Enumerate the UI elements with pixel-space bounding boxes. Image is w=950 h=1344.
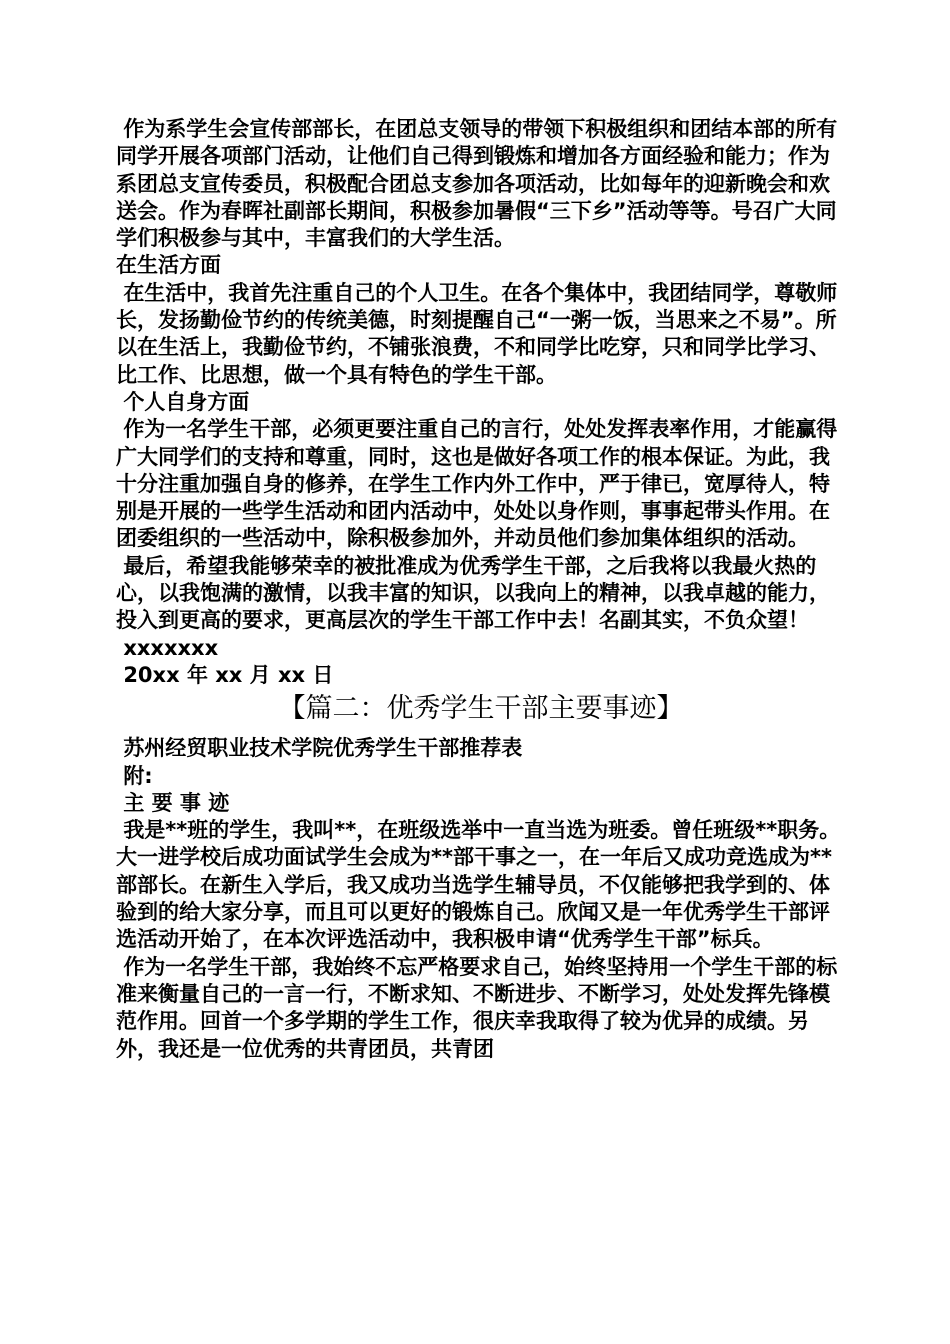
heading-self: 个人自身方面 (116, 389, 250, 414)
section-title: 【篇二：优秀学生干部主要事迹】 (278, 693, 684, 725)
paragraph-life: 在生活中，我首先注重自己的个人卫生。在各个集体中，我团结同学，尊敬师长，发扬勤俭节约的传统美德，时刻提醒自己“一粥一饭，当思来之不易”。所以在生活上，我勤俭节约，不铺张浪费，不和同学比吃穿，只和同学比学习、比工作、比思想，做一个具有特色的学生干部。 (116, 280, 838, 387)
document-page (116, 116, 846, 1063)
attachment-label: 附: (116, 763, 153, 788)
paragraph-self: 作为一名学生干部，必须更要注重自己的言行，处处发挥表率作用，才能赢得广大同学们的支持和尊重，同时，这也是做好各项工作的根本保证。为此，我十分注重加强自身的修养，在学生工作内外工作中，严于律已，宽厚待人，特别是开展的一些学生活动和团内活动中，处处以身作则，事事起带头作用。在团委组织的一些活动中，除积极参加外，并动员他们参加集体组织的活动。 (116, 417, 838, 551)
paragraph-intro: 我是**班的学生，我叫**，在班级选举中一直当选为班委。曾任班级**职务。大一进学校后成功面试学生会成为**部干事之一，在一年后又成功竞选成为**部部长。在新生入学后，我又成功当选学生辅导员，不仅能够把我学到的、体验到的给大家分享，而且可以更好的锻炼自己。欣闻又是一年优秀学生干部评选活动开始了，在本次评选活动中，我积极申请“优秀学生干部”标兵。 (116, 818, 841, 952)
paragraph-conclusion: 最后，希望我能够荣幸的被批准成为优秀学生干部，之后我将以我最火热的心，以我饱满的激情，以我丰富的知识，以我向上的精神，以我卓越的能力，投入到更高的要求，更高层次的学生干部工作中去！名副其实，不负众望！ (116, 553, 830, 633)
paragraph-standards: 作为一名学生干部，我始终不忘严格要求自己，始终坚持用一个学生干部的标准来衡量自己的一言一行，不断求知、不断进步、不断学习，处处发挥先锋模范作用。回首一个多学期的学生工作，很庆幸我取得了较为优异的成绩。另外，我还是一位优秀的共青团员，共青团 (116, 954, 838, 1061)
date-line: 20xx 年 xx 月 xx 日 (116, 662, 334, 687)
deeds-heading: 主 要 事 迹 (116, 790, 230, 815)
form-title: 苏州经贸职业技术学院优秀学生干部推荐表 (116, 736, 523, 761)
signature: xxxxxxx (116, 635, 219, 660)
heading-life: 在生活方面 (116, 253, 221, 278)
paragraph-work: 作为系学生会宣传部部长，在团总支领导的带领下积极组织和团结本部的所有同学开展各项部门活动，让他们自己得到锻炼和增加各方面经验和能力；作为系团总支宣传委员，积极配合团总支参加各项活动，比如每年的迎新晚会和欢送会。作为春晖社副部长期间，积极参加暑假“三下乡”活动等等。号召广大同学们积极参与其中，丰富我们的大学生活。 (116, 117, 838, 251)
